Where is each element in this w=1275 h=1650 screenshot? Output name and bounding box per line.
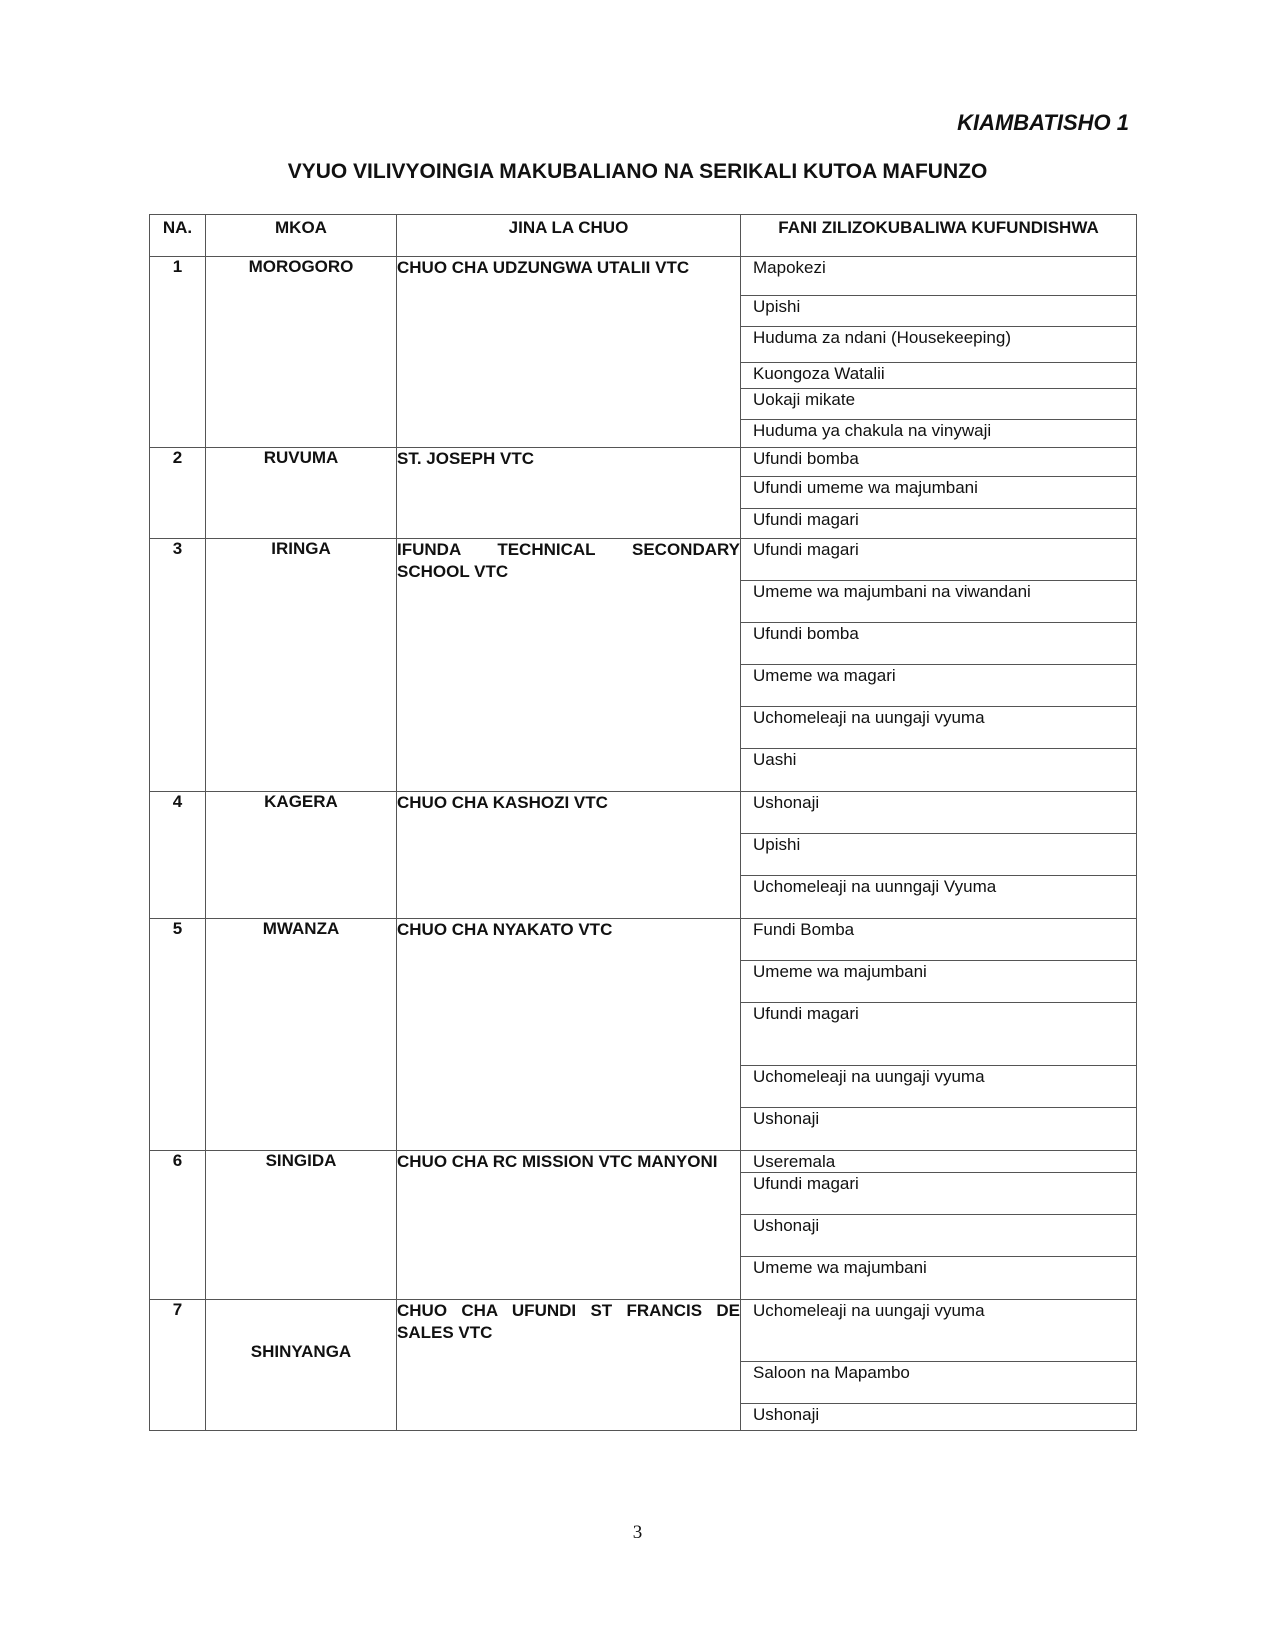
row-number: 4 (150, 792, 206, 919)
courses-cell (741, 792, 1137, 919)
row-number: 3 (150, 539, 206, 792)
column-header-number: NA. (150, 215, 206, 257)
row-number: 7 (150, 1300, 206, 1431)
course-item: Upishi (741, 834, 1136, 876)
course-item: Ufundi magari (753, 510, 859, 529)
column-header-region: MKOA (206, 215, 397, 257)
course-item: Ufundi bomba (741, 623, 1136, 665)
college-name-cell: CHUO CHA NYAKATO VTC (397, 919, 741, 1151)
region-cell: SINGIDA (206, 1151, 397, 1300)
table-body (150, 257, 1137, 1431)
course-item: Upishi (741, 296, 1136, 327)
course-item: Umeme wa majumbani (753, 1258, 927, 1277)
courses-cell (741, 257, 1137, 448)
table-row (150, 1300, 1137, 1431)
course-item: Ufundi magari (741, 1003, 1136, 1066)
region-cell: MOROGORO (206, 257, 397, 448)
course-item: Ushonaji (753, 1109, 820, 1128)
courses-cell (741, 539, 1137, 792)
page-number: 3 (632, 1522, 643, 1543)
row-number: 6 (150, 1151, 206, 1300)
column-header-college: JINA LA CHUO (397, 215, 741, 257)
college-name-cell: CHUO CHA RC MISSION VTC MANYONI (397, 1151, 741, 1300)
course-item: Ushonaji (741, 792, 1136, 834)
course-item: Useremala (741, 1151, 1136, 1173)
course-item: Uashi (753, 750, 797, 769)
college-name-cell: CHUO CHA KASHOZI VTC (397, 792, 741, 919)
row-number: 2 (150, 448, 206, 539)
table-header-row (150, 215, 1137, 257)
college-name-cell: CHUO CHA UDZUNGWA UTALII VTC (397, 257, 741, 448)
row-number: 5 (150, 919, 206, 1151)
region-cell: SHINYANGA (206, 1300, 397, 1431)
course-item: Uokaji mikate (741, 389, 1136, 420)
colleges-table (149, 214, 1137, 1431)
course-item: Kuongoza Watalii (741, 363, 1136, 389)
table-row (150, 257, 1137, 448)
course-item: Ufundi magari (741, 539, 1136, 581)
document-title: VYUO VILIVYOINGIA MAKUBALIANO NA SERIKALI KUTOA MAFUNZO (287, 160, 988, 183)
course-item: Fundi Bomba (741, 919, 1136, 961)
table-row (150, 919, 1137, 1151)
course-item: Huduma za ndani (Housekeeping) (741, 327, 1136, 363)
course-item: Uchomeleaji na uungaji vyuma (741, 707, 1136, 749)
course-item: Umeme wa majumbani (741, 961, 1136, 1003)
course-item: Uchomeleaji na uungaji vyuma (741, 1300, 1136, 1362)
course-item: Ushonaji (741, 1215, 1136, 1257)
row-number: 1 (150, 257, 206, 448)
college-name-cell: ST. JOSEPH VTC (397, 448, 741, 539)
course-item: Mapokezi (741, 257, 1136, 296)
course-item: Umeme wa majumbani na viwandani (741, 581, 1136, 623)
table-row (150, 792, 1137, 919)
course-item: Uchomeleaji na uungaji vyuma (741, 1066, 1136, 1108)
table-row (150, 539, 1137, 792)
region-cell: IRINGA (206, 539, 397, 792)
region-cell: MWANZA (206, 919, 397, 1151)
region-cell: RUVUMA (206, 448, 397, 539)
courses-cell (741, 448, 1137, 539)
region-cell: KAGERA (206, 792, 397, 919)
course-item: Saloon na Mapambo (741, 1362, 1136, 1404)
courses-cell (741, 1300, 1137, 1431)
course-item: Huduma ya chakula na vinywaji (753, 421, 992, 440)
courses-cell (741, 919, 1137, 1151)
annex-label: KIAMBATISHO 1 (957, 110, 1129, 135)
table-row (150, 448, 1137, 539)
course-item: Ufundi umeme wa majumbani (741, 477, 1136, 509)
course-item: Uchomeleaji na uunngaji Vyuma (753, 877, 997, 896)
course-item: Ushonaji (753, 1405, 820, 1424)
column-header-courses: FANI ZILIZOKUBALIWA KUFUNDISHWA (741, 215, 1137, 257)
college-name-cell: CHUO CHA UFUNDI ST FRANCIS DE SALES VTC (397, 1300, 741, 1431)
course-item: Umeme wa magari (741, 665, 1136, 707)
course-item: Ufundi bomba (741, 448, 1136, 477)
courses-cell (741, 1151, 1137, 1300)
college-name-cell: IFUNDA TECHNICAL SECONDARY SCHOOL VTC (397, 539, 741, 792)
table-row (150, 1151, 1137, 1300)
course-item: Ufundi magari (741, 1173, 1136, 1215)
